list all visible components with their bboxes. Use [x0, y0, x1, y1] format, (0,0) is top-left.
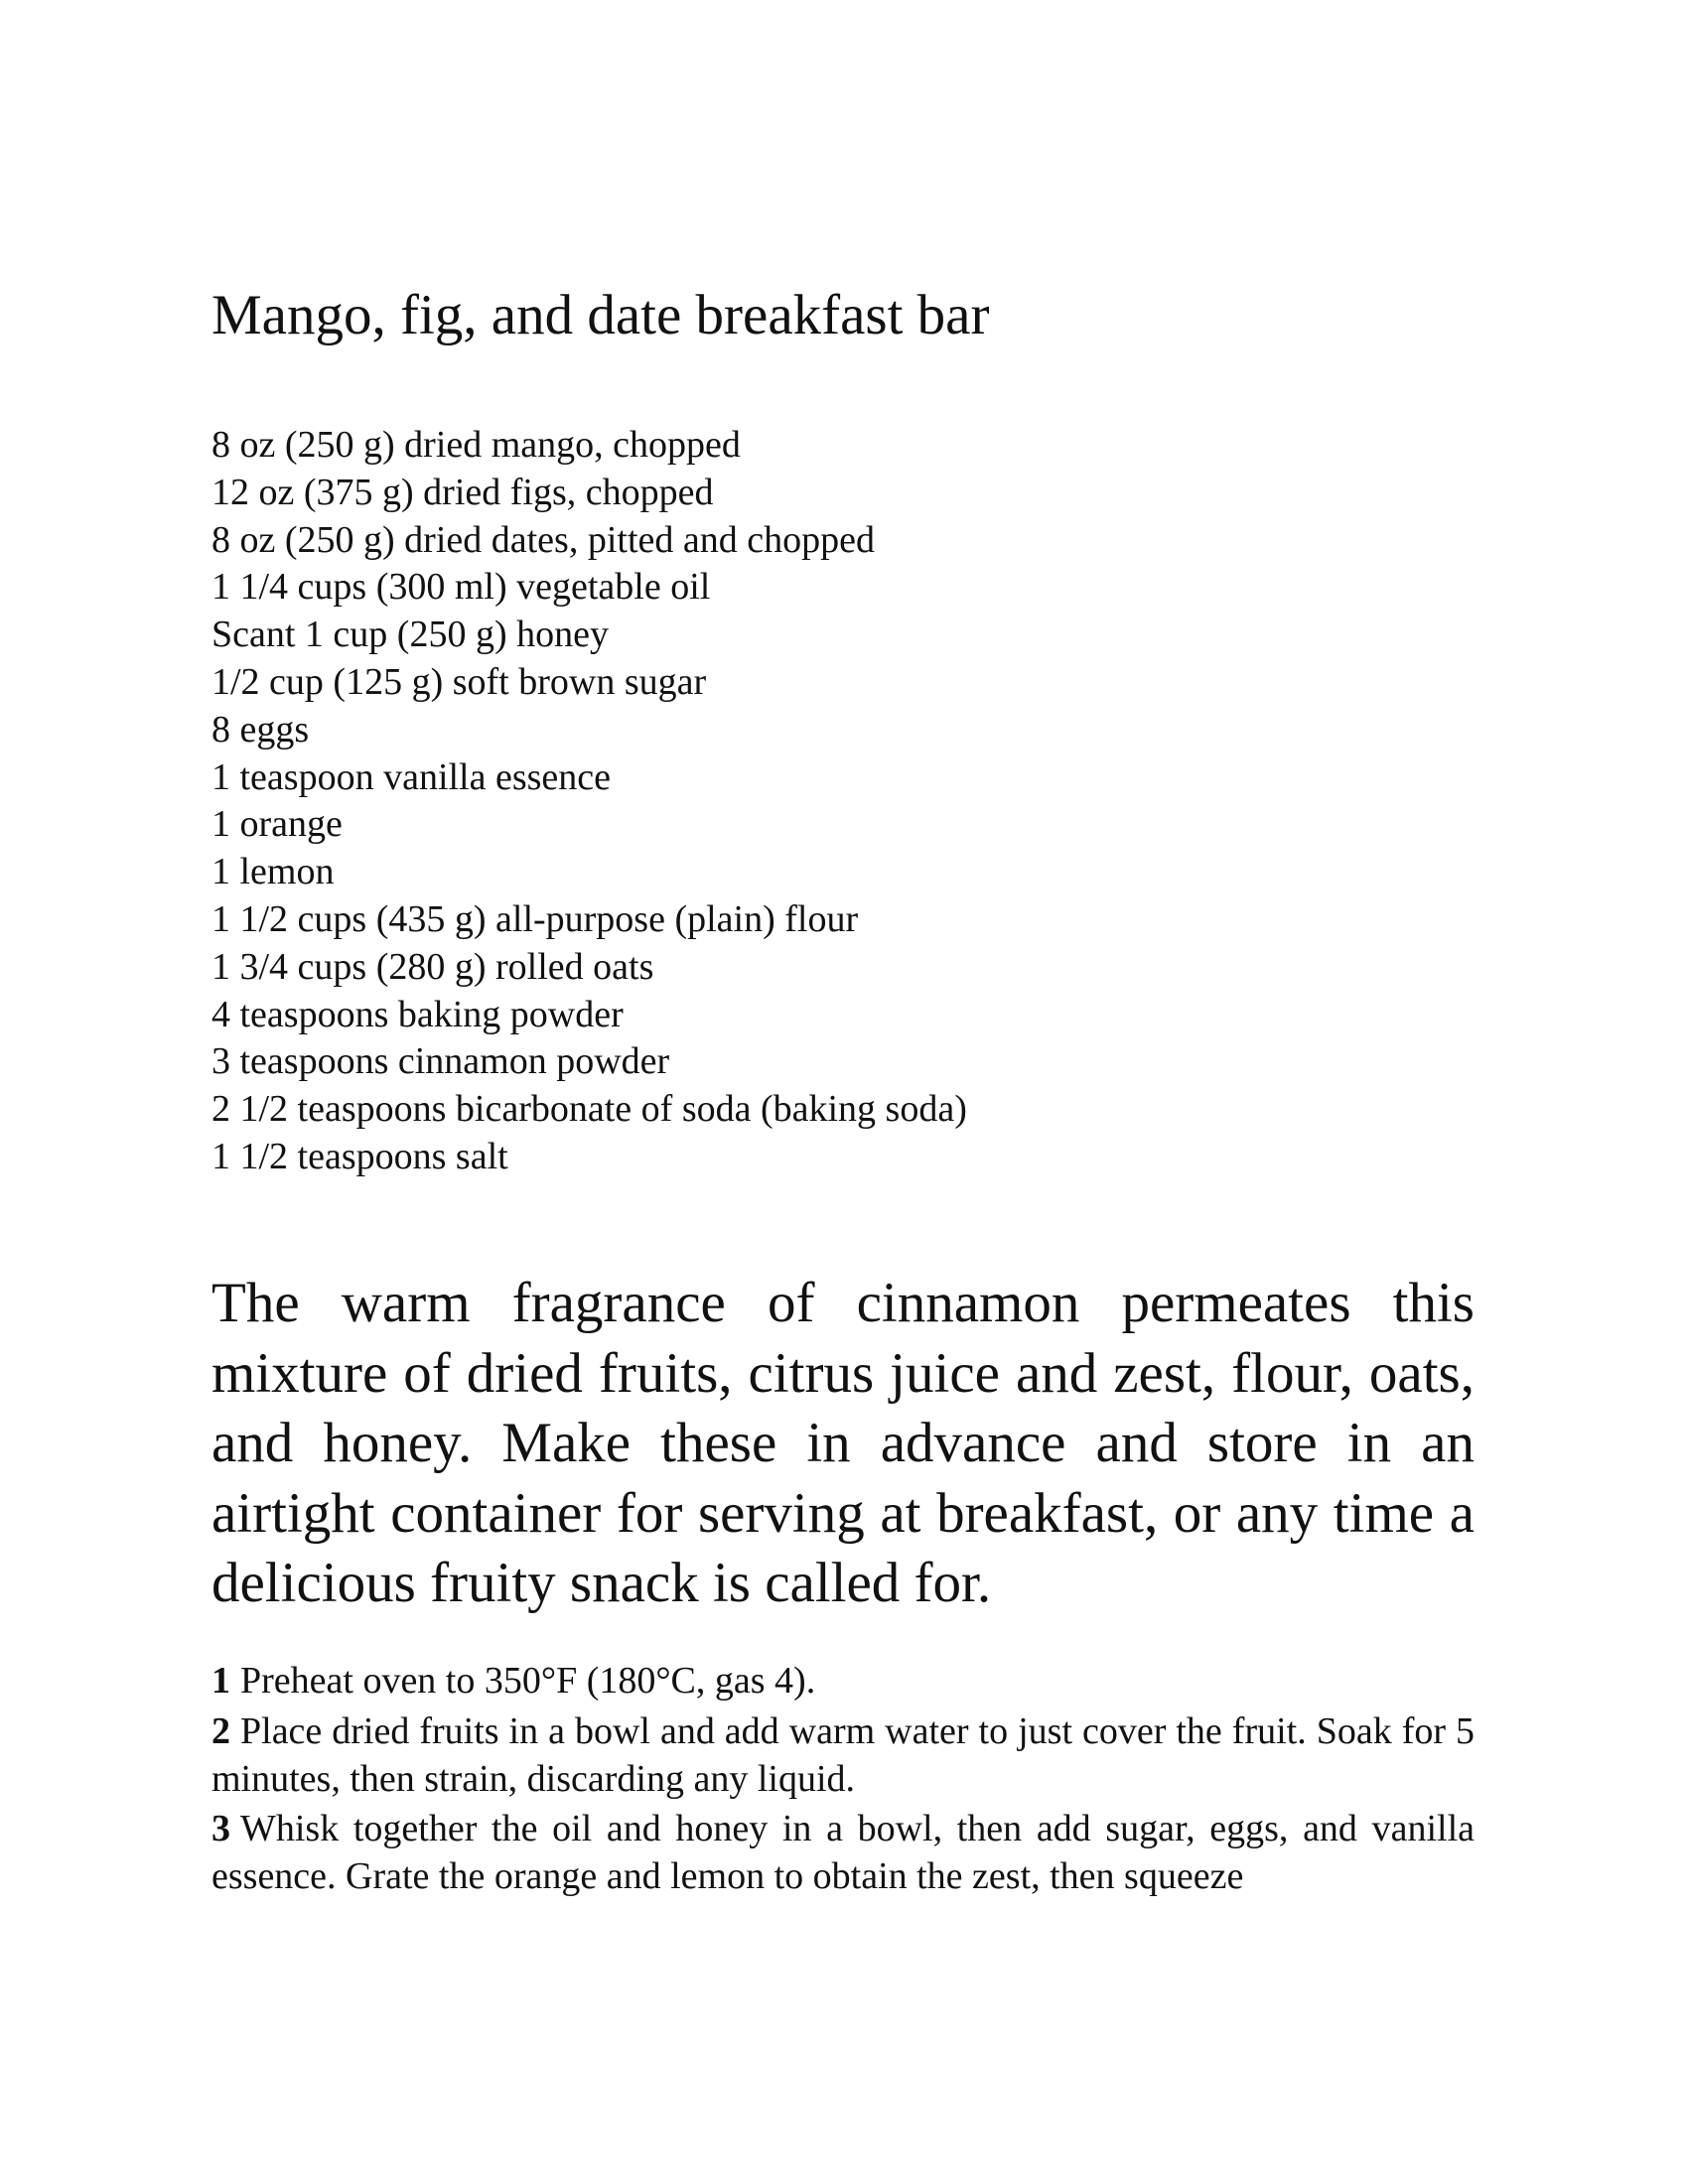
ingredient-item: 1 orange	[211, 803, 343, 846]
step-text: Place dried fruits in a bowl and add warm water to just cover the fruit. Soak for 5 minutes, then strain, discarding any liquid.	[211, 1709, 1475, 1800]
ingredient-item: 1/2 cup (125 g) soft brown sugar	[211, 660, 707, 703]
recipe-intro: The warm fragrance of cinnamon permeates this mixture of dried fruits, citrus juice and zest, flour, oats, and honey. Make these in advance and store in an airtight container for serving at breakfast, or any time a delicious fruity snack is called for.	[211, 1272, 1475, 1614]
ingredient-list	[211, 422, 967, 1181]
step-number: 1	[211, 1660, 230, 1702]
method-step	[211, 1806, 1475, 1901]
recipe-title: Mango, fig, and date breakfast bar	[211, 284, 990, 346]
ingredient-item: 8 oz (250 g) dried mango, chopped	[211, 424, 741, 466]
ingredient-item: 1 3/4 cups (280 g) rolled oats	[211, 945, 654, 988]
step-number: 3	[211, 1808, 230, 1850]
ingredient-item: 1 1/2 cups (435 g) all-purpose (plain) flour	[211, 897, 859, 940]
method-steps	[211, 1658, 1475, 1904]
ingredient-item: 1 1/2 teaspoons salt	[211, 1135, 508, 1177]
method-step	[211, 1708, 1475, 1804]
step-text: Preheat oven to 350°F (180°C, gas 4).	[240, 1660, 816, 1702]
ingredient-item: 1 teaspoon vanilla essence	[211, 755, 612, 798]
ingredient-item: 12 oz (375 g) dried figs, chopped	[211, 471, 714, 513]
step-text: Whisk together the oil and honey in a bowl, then add sugar, eggs, and vanilla essence. Grate the orange and lemon to obtain the zest, then squeeze	[211, 1808, 1475, 1898]
ingredient-item: 8 oz (250 g) dried dates, pitted and chopped	[211, 518, 875, 561]
ingredient-item: 1 lemon	[211, 851, 335, 893]
ingredient-item: 4 teaspoons baking powder	[211, 993, 624, 1035]
ingredient-item: 2 1/2 teaspoons bicarbonate of soda (baking soda)	[211, 1088, 967, 1131]
ingredient-item: 3 teaspoons cinnamon powder	[211, 1040, 670, 1083]
ingredient-item: 8 eggs	[211, 708, 310, 751]
step-number: 2	[211, 1709, 230, 1752]
ingredient-item: Scant 1 cup (250 g) honey	[211, 614, 609, 656]
ingredient-item: 1 1/4 cups (300 ml) vegetable oil	[211, 566, 711, 609]
method-step	[211, 1658, 1475, 1706]
